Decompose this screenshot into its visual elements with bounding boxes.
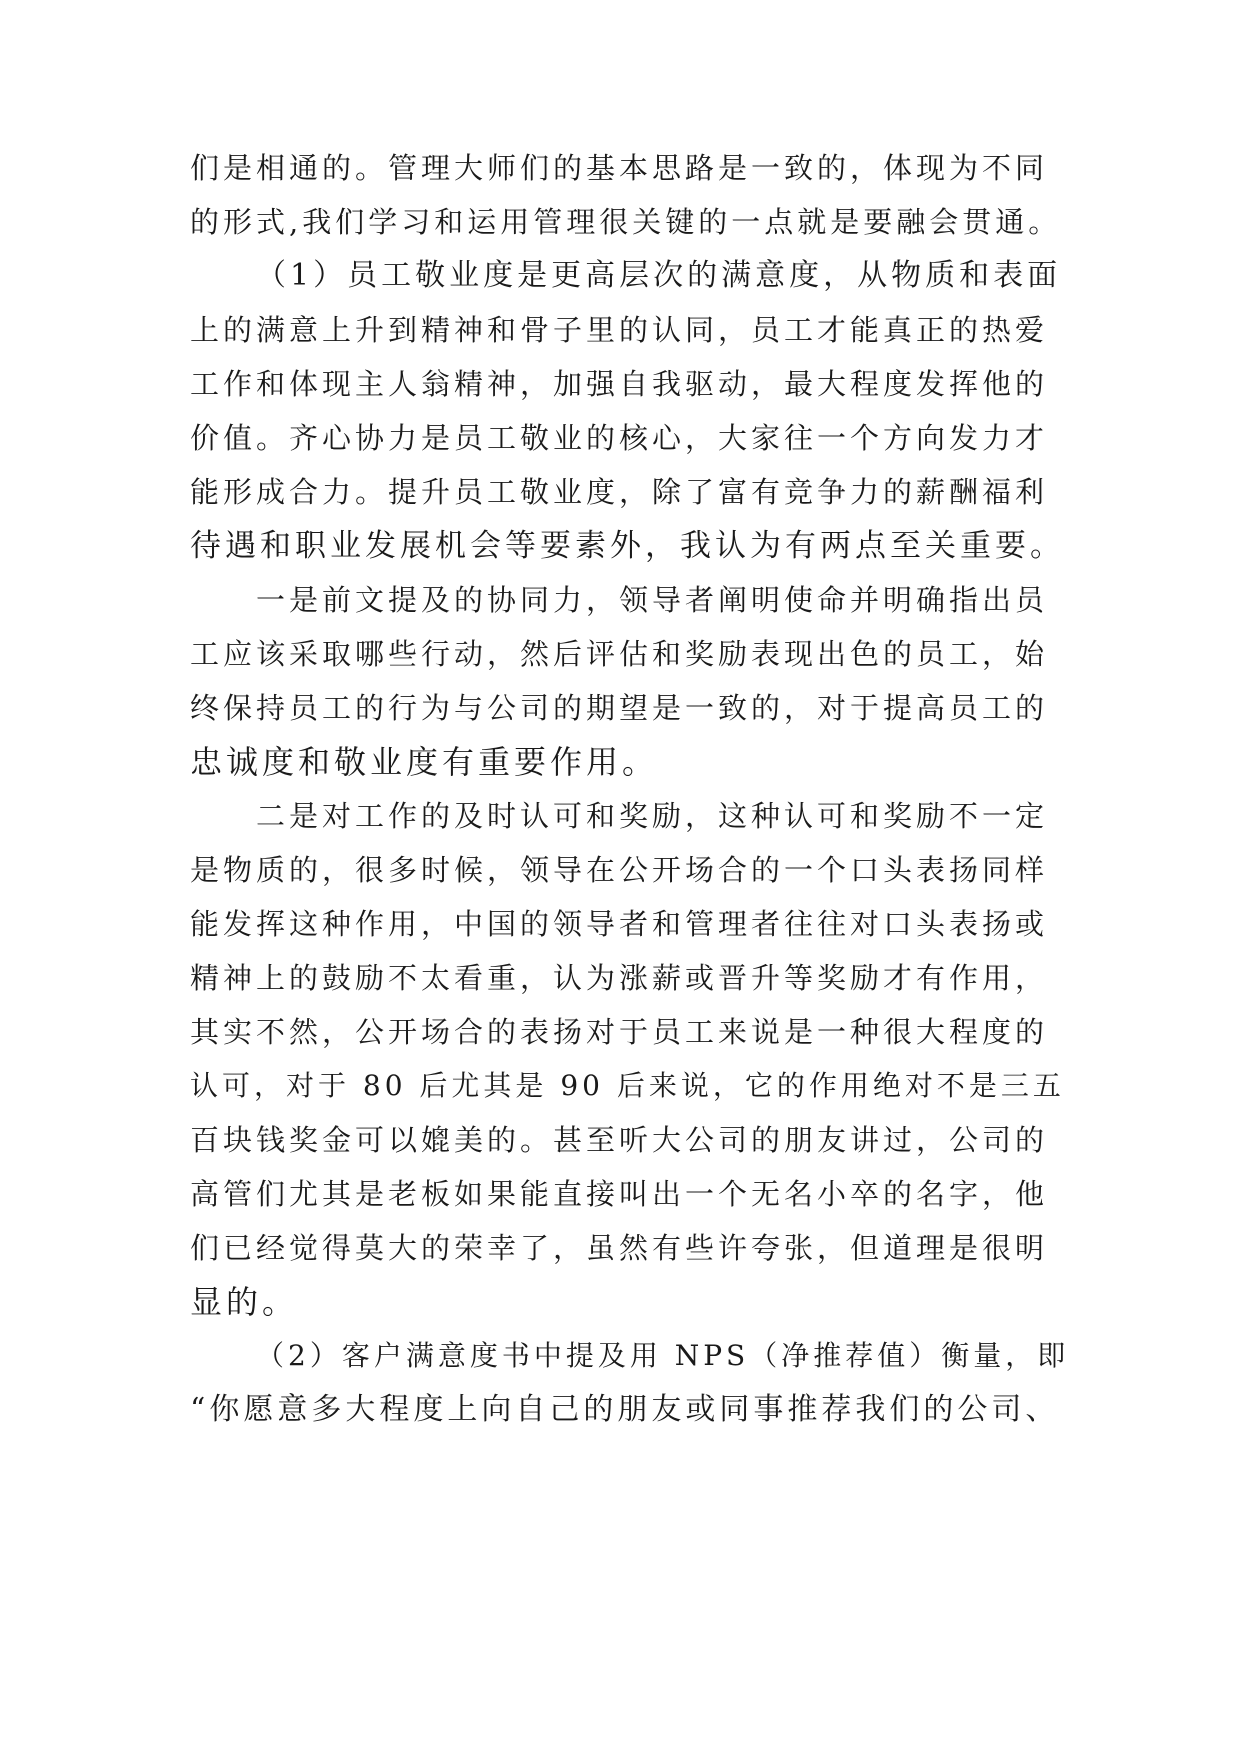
text-line-19: 百块钱奖金可以媲美的。甚至听大公司的朋友讲过，公司的 — [190, 1123, 1049, 1157]
text-line-18: 认可，对于 80 后尤其是 90 后来说，它的作用绝对不是三五 — [190, 1069, 1065, 1102]
paragraph-4-start: （2）客户满意度书中提及用 NPS（净推荐值）衡量，即 — [256, 1339, 1070, 1372]
text-line-17: 其实不然，公开场合的表扬对于员工来说是一种很大程度的 — [190, 1015, 1049, 1049]
text-line-21: 们已经觉得莫大的荣幸了，虽然有些许夸张，但道理是很明 — [190, 1231, 1049, 1265]
paragraph-2-start: 一是前文提及的协同力，领导者阐明使命并明确指出员 — [256, 583, 1049, 617]
text-line-8: 待遇和职业发展机会等要素外，我认为有两点至关重要。 — [190, 528, 1065, 564]
text-line-15: 能发挥这种作用，中国的领导者和管理者往往对口头表扬或 — [190, 907, 1049, 941]
text-line-22: 显的。 — [190, 1283, 299, 1321]
text-line-12: 忠诚度和敬业度有重要作用。 — [190, 743, 659, 781]
text-line-14: 是物质的，很多时候，领导在公开场合的一个口头表扬同样 — [190, 853, 1049, 887]
paragraph-3-start: 二是对工作的及时认可和奖励，这种认可和奖励不一定 — [256, 799, 1049, 833]
text-line-6: 价值。齐心协力是员工敬业的核心，大家往一个方向发力才 — [190, 421, 1049, 455]
text-line-7: 能形成合力。提升员工敬业度，除了富有竞争力的薪酬福利 — [190, 475, 1049, 509]
text-line-5: 工作和体现主人翁精神，加强自我驱动，最大程度发挥他的 — [190, 367, 1049, 401]
text-line-24: “你愿意多大程度上向自己的朋友或同事推荐我们的公司、 — [190, 1392, 1060, 1427]
text-line-1: 们是相通的。管理大师们的基本思路是一致的，体现为不同 — [190, 151, 1049, 185]
text-line-16: 精神上的鼓励不太看重，认为涨薪或晋升等奖励才有作用， — [190, 961, 1049, 995]
text-line-4: 上的满意上升到精神和骨子里的认同，员工才能真正的热爱 — [190, 313, 1049, 347]
text-line-10: 工应该采取哪些行动，然后评估和奖励表现出色的员工，始 — [190, 637, 1049, 671]
text-line-2: 的形式,我们学习和运用管理很关键的一点就是要融会贯通。 — [190, 205, 1062, 239]
text-line-11: 终保持员工的行为与公司的期望是一致的，对于提高员工的 — [190, 691, 1049, 725]
paragraph-1-start: （1）员工敬业度是更高层次的满意度，从物质和表面 — [256, 258, 1062, 293]
text-line-20: 高管们尤其是老板如果能直接叫出一个无名小卒的名字，他 — [190, 1177, 1049, 1211]
